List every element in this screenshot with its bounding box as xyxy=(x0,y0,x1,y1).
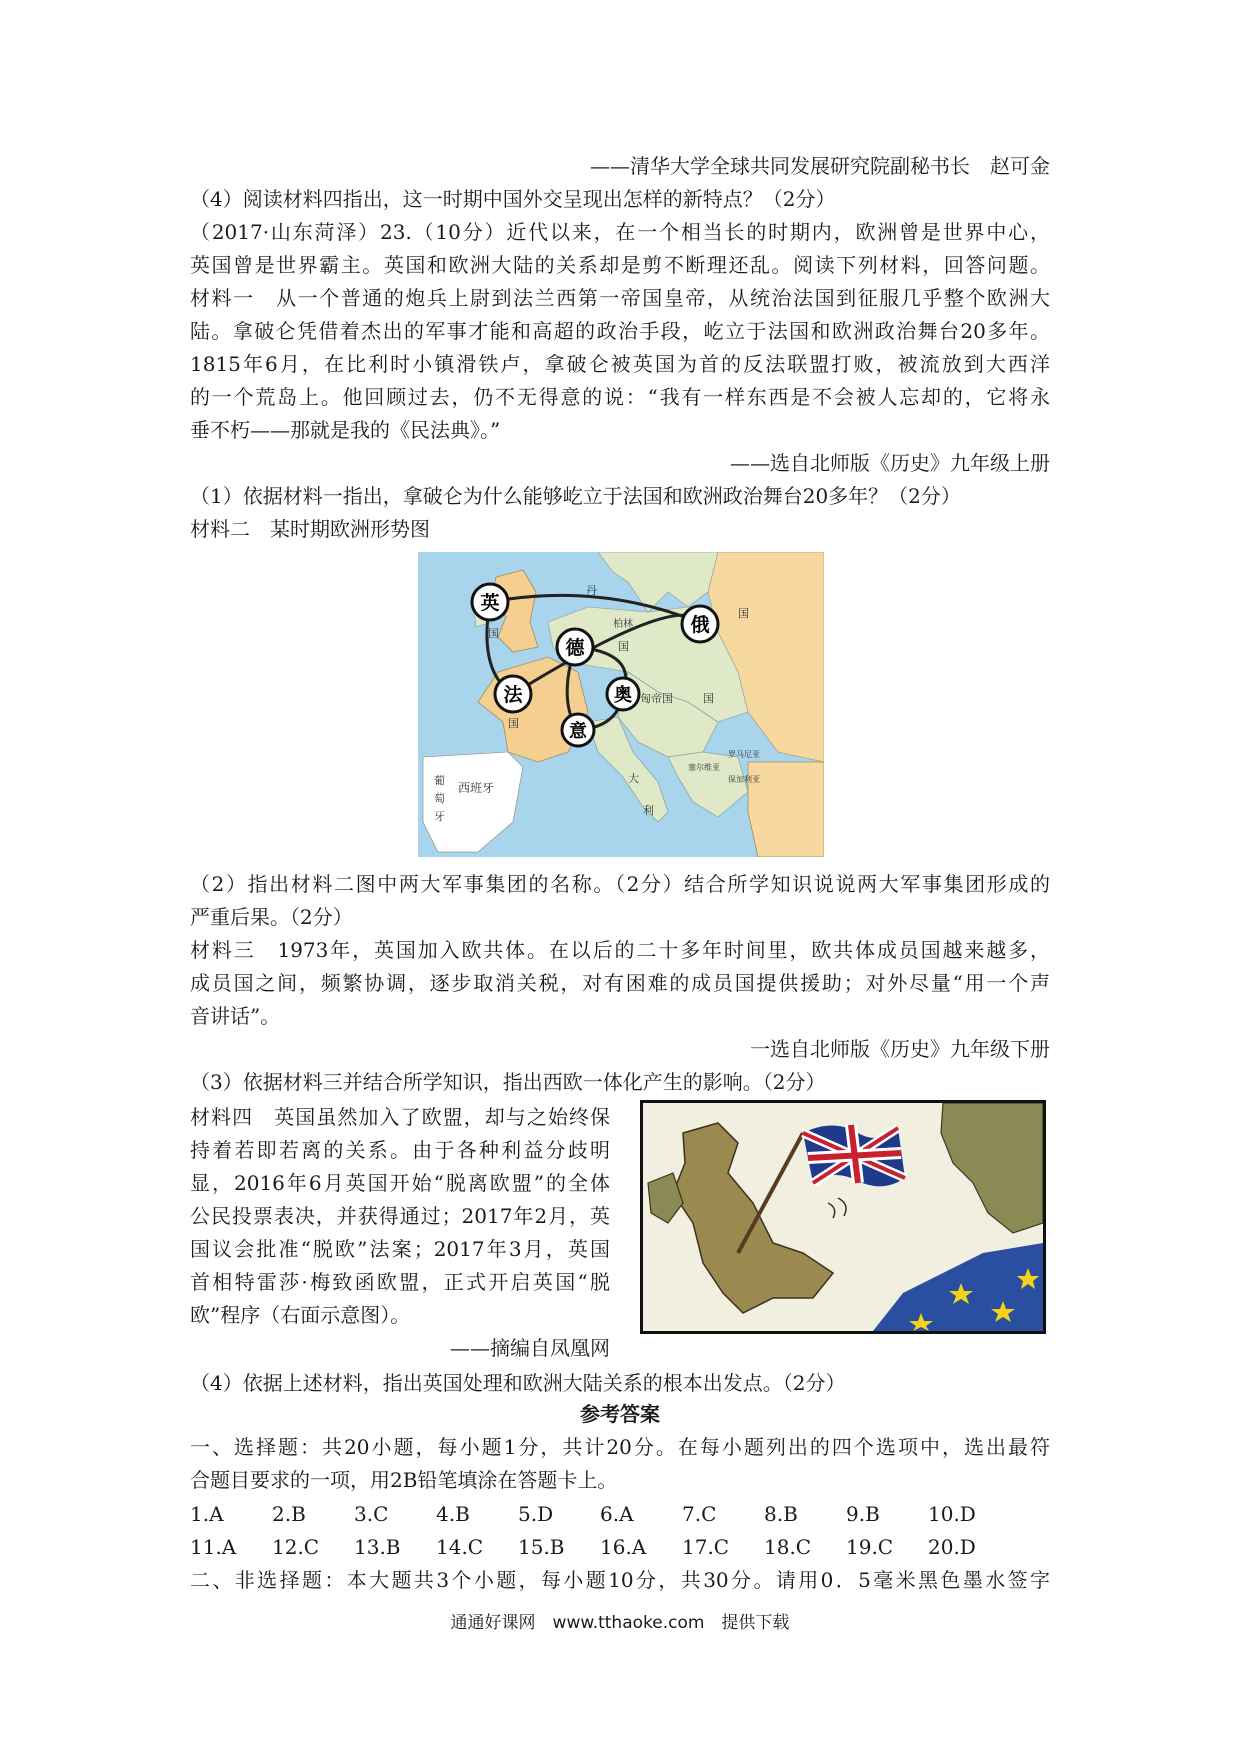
material-3-line: 音讲话”。 xyxy=(190,1004,281,1028)
answer-item: 10.D xyxy=(928,1502,976,1526)
answer-row-1 xyxy=(190,1498,1010,1531)
question-4: （4）依据上述材料，指出英国处理和欧洲大陆关系的根本出发点。（2分） xyxy=(190,1371,846,1395)
material-2-title: 材料二 某时期欧洲形势图 xyxy=(190,517,430,541)
brexit-cartoon xyxy=(640,1100,1046,1334)
material-4-line: 显，2016年6月英国开始“脱离欧盟”的全体 xyxy=(190,1171,610,1195)
section-2-line: 二、非选择题：本大题共3个小题，每小题10分，共30分。请用0．5毫米黑色墨水签字 xyxy=(190,1568,1050,1592)
union-jack-flag xyxy=(803,1125,905,1186)
answer-item: 4.B xyxy=(436,1502,470,1526)
material-3-line: 成员国之间，频繁协调，逐步取消关税，对有困难的成员国提供援助；对外尽量“用一个声 xyxy=(190,971,1050,995)
node-britain xyxy=(472,584,508,620)
question-3: （3）依据材料三并结合所学知识，指出西欧一体化产生的影响。（2分） xyxy=(190,1070,826,1094)
question-1: （1）依据材料一指出，拿破仑为什么能够屹立于法国和欧洲政治舞台20多年？（2分） xyxy=(190,484,961,508)
answer-item: 12.C xyxy=(272,1535,320,1559)
material-1-line: 的一个荒岛上。他回顾过去，仍不无得意的说：“我有一样东西是不会被人忘却的，它将永 xyxy=(190,385,1050,409)
source-attribution: ——清华大学全球共同发展研究院副秘书长 赵可金 xyxy=(590,154,1050,178)
answer-item: 5.D xyxy=(518,1502,554,1526)
map-label: 柏林 xyxy=(613,619,633,630)
source-attribution: ——选自北师版《历史》九年级上册 xyxy=(730,451,1050,475)
map-label: 国 xyxy=(618,640,629,653)
material-1-line: 陆。拿破仑凭借着杰出的军事才能和高超的政治手段，屹立于法国和欧洲政治舞台20多年。 xyxy=(190,319,1050,343)
map-label: 保加利亚 xyxy=(728,775,760,784)
answer-item: 11.A xyxy=(190,1535,237,1559)
answer-item: 7.C xyxy=(682,1502,717,1526)
answer-item: 9.B xyxy=(846,1502,880,1526)
material-3-line: 材料三 1973年，英国加入欧共体。在以后的二十多年时间里，欧共体成员国越来越多， xyxy=(190,938,1050,962)
answer-item: 19.C xyxy=(846,1535,894,1559)
answer-item: 2.B xyxy=(272,1502,306,1526)
map-label: 国 xyxy=(488,627,499,640)
map-label: 萄 xyxy=(434,792,445,805)
question-intro-line: 英国曾是世界霸主。英国和欧洲大陆的关系却是剪不断理还乱。阅读下列材料，回答问题。 xyxy=(190,253,1050,277)
answer-item: 3.C xyxy=(354,1502,389,1526)
svg-text:德: 德 xyxy=(565,637,585,659)
question-2-line: 严重后果。（2分） xyxy=(190,905,353,929)
answer-item: 17.C xyxy=(682,1535,730,1559)
answer-item: 18.C xyxy=(764,1535,812,1559)
svg-text:法: 法 xyxy=(503,684,523,706)
material-4-line: 材料四 英国虽然加入了欧盟，却与之始终保 xyxy=(190,1105,610,1129)
svg-text:俄: 俄 xyxy=(690,614,710,636)
map-label: 国 xyxy=(738,607,749,620)
material-4-line: 公民投票表决，并获得通过；2017年2月，英 xyxy=(190,1204,610,1228)
answer-item: 14.C xyxy=(436,1535,484,1559)
material-4-line: 持着若即若离的关系。由于各种利益分歧明 xyxy=(190,1138,610,1162)
map-label: 大 xyxy=(628,772,639,785)
material-4-line: 首相特雷莎·梅致函欧盟，正式开启英国“脱 xyxy=(190,1270,610,1294)
node-germany xyxy=(557,629,593,665)
source-attribution: 一选自北师版《历史》九年级下册 xyxy=(750,1037,1050,1061)
map-label: 国 xyxy=(508,717,519,730)
material-1-line: 1815年6月，在比利时小镇滑铁卢，拿破仑被英国为首的反法联盟打败，被流放到大西洋 xyxy=(190,352,1050,376)
section-1-line: 合题目要求的一项，用2B铅笔填涂在答题卡上。 xyxy=(190,1468,618,1492)
material-4-line: 国议会批准“脱欧”法案；2017年3月，英国 xyxy=(190,1237,610,1261)
map-label: 塞尔维亚 xyxy=(688,763,720,772)
europe-alliance-map xyxy=(418,552,824,857)
svg-text:英: 英 xyxy=(480,592,500,614)
map-label: 丹 xyxy=(586,584,597,597)
node-austria xyxy=(607,678,639,710)
map-label: 利 xyxy=(643,804,654,817)
answer-item: 20.D xyxy=(928,1535,976,1559)
map-label: 西班牙 xyxy=(458,781,495,795)
material-1-line: 垂不朽——那就是我的《民法典》。” xyxy=(190,418,501,442)
map-label: 匈帝国 xyxy=(640,692,673,705)
question-intro-line: （2017·山东菏泽）23.（10分）近代以来，在一个相当长的时期内，欧洲曾是世界中心， xyxy=(190,220,1050,244)
source-attribution: ——摘编自凤凰网 xyxy=(450,1336,610,1360)
node-russia xyxy=(682,606,718,642)
material-4-line: 欧”程序（右面示意图）。 xyxy=(190,1303,411,1327)
node-italy xyxy=(562,714,594,746)
answer-item: 15.B xyxy=(518,1535,565,1559)
cartoon-svg xyxy=(643,1103,1043,1331)
answer-item: 1.A xyxy=(190,1502,224,1526)
map-label: 国 xyxy=(703,692,714,705)
answer-item: 6.A xyxy=(600,1502,634,1526)
answer-item: 13.B xyxy=(354,1535,401,1559)
answer-item: 8.B xyxy=(764,1502,798,1526)
svg-text:奥: 奥 xyxy=(614,685,632,706)
answer-row-2 xyxy=(190,1531,1010,1564)
answer-item: 16.A xyxy=(600,1535,647,1559)
map-label: 牙 xyxy=(434,810,445,823)
map-svg xyxy=(418,552,824,857)
material-1-line: 材料一 从一个普通的炮兵上尉到法兰西第一帝国皇帝，从统治法国到征服几乎整个欧洲大 xyxy=(190,286,1050,310)
svg-text:意: 意 xyxy=(569,721,587,742)
map-label: 葡 xyxy=(434,774,445,787)
map-label: 罗马尼亚 xyxy=(728,750,760,759)
question-2-line: （2）指出材料二图中两大军事集团的名称。（2分）结合所学知识说说两大军事集团形成的 xyxy=(190,872,1050,896)
page-footer: 通通好课网 www.tthaoke.com 提供下载 xyxy=(450,1613,790,1633)
question-4-previous: （4）阅读材料四指出，这一时期中国外交呈现出怎样的新特点？（2分） xyxy=(190,187,836,211)
section-1-line: 一、选择题：共20小题，每小题1分，共计20分。在每小题列出的四个选项中，选出最符 xyxy=(190,1435,1050,1459)
node-france xyxy=(495,676,531,712)
answers-heading: 参考答案 xyxy=(580,1402,660,1426)
